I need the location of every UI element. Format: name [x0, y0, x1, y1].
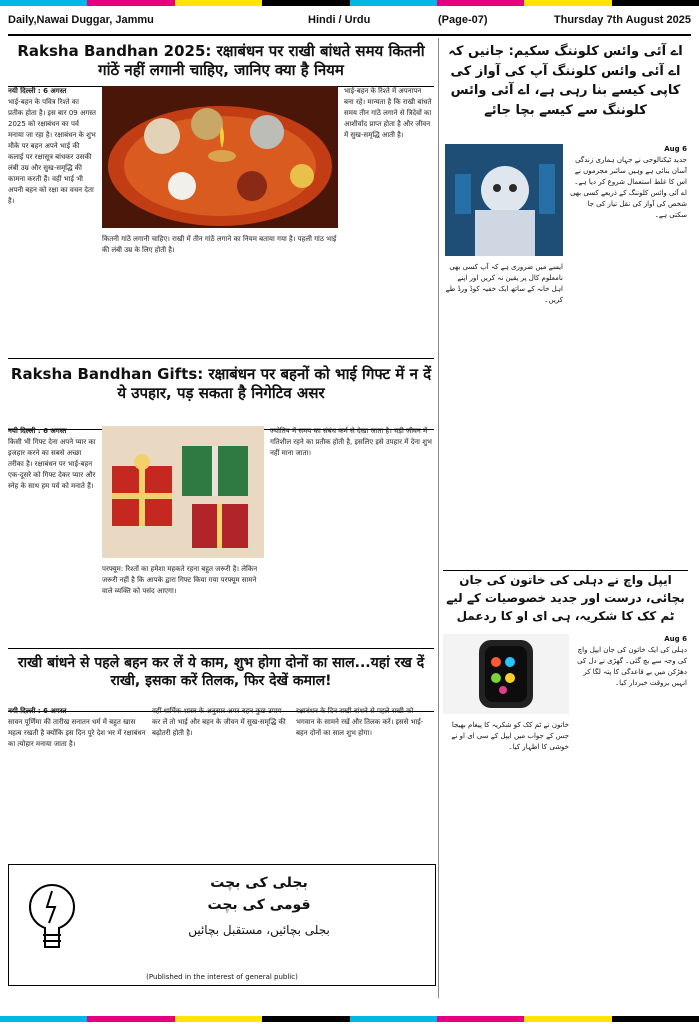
article1-body-right: भाई-बहन के रिश्ते में अपनापन बना रहे। मान्यता है कि राखी बांधते समय तीन गांठें लगाने से त्रिदेवों का आशीर्वाद प्राप्त होता है और जीवन में सुख-समृद्धि आती है।	[344, 87, 432, 139]
urdu2-body-right	[575, 634, 687, 994]
hindi-section	[8, 38, 434, 998]
urdu2-headline: ایپل واچ نے دہلی کی خاتون کی جان بچائی، درست اور جدید خصوصیات کے لیے ٹم کک کا شکریہ، ہی ای او کا ردعمل	[443, 570, 688, 629]
ad-line3: بجلی بچائیں، مستقبل بچائیں	[188, 923, 330, 937]
article3-dateline: नयी दिल्ली : 6 अगस्त	[8, 707, 67, 715]
urdu1-headline: اے آئی وائس کلوننگ سکیم: جانیں کہ اے آئی وائس کلوننگ آپ کی آواز کی کاپی کیسے بنا رہی ہے، اے آئی وائس کلوننگ سے کیسے بچا جائے	[448, 44, 683, 118]
urdu1-body-left: ایسے میں ضروری ہے کہ آپ کسی بھی نامعلوم کال پر یقین نہ کریں اور اپنے اہل خانہ کے ساتھ ایک خفیہ کوڈ ورڈ طے کریں۔	[445, 263, 563, 304]
newspaper-name: Daily,Nawai Duggar, Jammu	[8, 14, 154, 26]
ad-footer: (Published in the interest of general public)	[146, 973, 298, 981]
article3-headline: राखी बांधने से पहले बहन कर लें ये काम, शुभ होगा दोनों का साल...यहां रख दें राखी, इसका करें तिलक, फिर देखें कमाल!	[8, 648, 434, 712]
article2-headline: Raksha Bandhan Gifts: रक्षाबंधन पर बहनों को भाई गिफ्ट में न दें ये उपहार, पड़ सकता है निगेटिव असर	[8, 358, 434, 430]
public-service-ad	[8, 864, 436, 986]
urdu2-text-a: دہلی کی ایک خاتون کی جان ایپل واچ کی وجہ سے بچ گئی۔ گھڑی نے دل کی دھڑکن میں بے قاعدگی کا پتہ لگا کر انہیں بروقت خبردار کیا۔	[577, 646, 687, 687]
urdu2-body-left: خاتون نے ٹم کک کو شکریہ کا پیغام بھیجا جس کے جواب میں ایپل کے سی ای او نے خوشی کا اظہار کیا۔	[451, 721, 569, 751]
article3-body-left	[8, 706, 146, 856]
page-number: (Page-07)	[438, 14, 488, 26]
article2-body-mid: परफ्यूम: रिश्तों का हमेशा महकते रहना बहुत जरूरी है। लेकिन जरूरी नहीं है कि आपके द्वारा गिफ्ट किया गया परफ्यूम सामने वाले व्यक्ति को पसंद आएगा।	[102, 565, 258, 595]
urdu-section	[438, 38, 692, 998]
article2-text-left: किसी भी गिफ्ट देना अपने प्यार का इजहार करने का सबसे अच्छा तरीका है। रक्षाबंधन पर भाई-बहन एक-दूसरे को गिफ्ट देकर प्यार और स्नेह के साथ हम पर्व को मनाते हैं।	[8, 438, 96, 490]
page-header	[8, 8, 691, 36]
urdu1-text-a: جدید ٹیکنالوجی نے جہاں ہماری زندگی آسان بنائی ہے وہیں سائبر مجرموں نے اس کا غلط استعمال شروع کر دیا ہے۔ اے آئی وائس کلوننگ کے ذریعے کسی بھی شخص کی آواز کی نقل تیار کی جا سکتی ہے۔	[570, 156, 687, 219]
article3-body-right: रक्षाबंधन के दिन राखी बांधने से पहले राखी को भगवान के सामने रखें और तिलक करें। इससे भाई-बहन दोनों का साल शुभ होगा।	[296, 707, 424, 737]
article1-headline: Raksha Bandhan 2025: रक्षाबंधन पर राखी बांधते समय कितनी गांठें नहीं लगानी चाहिए, जानिए क्या है नियम	[8, 38, 434, 87]
article2-dateline: नयी दिल्ली : 6 अगस्त	[8, 427, 67, 435]
article1-text-left: भाई-बहन के पवित्र रिश्ते का प्रतीक होता है। इस बार 09 अगस्त 2025 को रक्षाबंधन का पर्व मनाया जा रहा है। रक्षाबंधन के शुभ मौके पर बहन अपने भाई की कलाई पर रक्षासूत्र बांधकर उसकी लंबी उम्र और सुख-समृद्धि की कामना करती हैं। वहीं भाई भी अपनी बहन को रक्षा का वचन देता है।	[8, 98, 96, 205]
article1-body-mid: कितनी गांठें लगानी चाहिए। राखी में तीन गांठें लगाने का नियम बताया गया है। पहली गांठ भाई की लंबी उम्र के लिए होती है।	[102, 235, 337, 254]
issue-date: Thursday 7th August 2025	[553, 14, 691, 26]
gift-boxes-photo	[102, 426, 264, 558]
apple-watch-photo	[443, 634, 569, 714]
article2-body-left	[8, 426, 96, 644]
article1-dateline: नयी दिल्ली : 6 अगस्त	[8, 87, 67, 95]
article2-body-right: ज्योतिष में समय का संबंध कर्म से देखा जाता है। घड़ी जीवन में गतिशील रहने का प्रतीक होती है, इसलिए इसे उपहार में देना शुभ नहीं माना जाता।	[270, 427, 432, 457]
language-label: Hindi / Urdu	[308, 14, 371, 26]
ai-robot-photo	[445, 144, 563, 256]
ad-line1: بجلی کی بچت	[210, 875, 308, 891]
article3-text-left: सावन पूर्णिमा की तारीख सनातन धर्म में बहुत खास महत्व रखती है क्योंकि इस दिन पूरे देश भर में रक्षाबंधन का त्योहार मनाया जाता है।	[8, 718, 146, 748]
urdu2-dateline: 6 Aug	[664, 635, 687, 643]
puja-thali-photo	[102, 86, 338, 228]
color-registration-strip	[0, 0, 699, 6]
urdu1-body-right	[569, 144, 687, 564]
bottom-color-strip	[0, 1016, 699, 1024]
lightbulb-icon	[27, 877, 77, 967]
article1-body-left	[8, 86, 96, 354]
ad-line2: قومی کی بچت	[207, 897, 311, 913]
urdu1-dateline: 6 Aug	[664, 145, 687, 153]
article3-body-mid: वहीं धार्मिक शास्त्र के अनुसार अगर बहन कुछ उपाय कर लें तो भाई और बहन के जीवन में सुख-समृद्धि की बढ़ोतरी होती है।	[152, 707, 286, 737]
